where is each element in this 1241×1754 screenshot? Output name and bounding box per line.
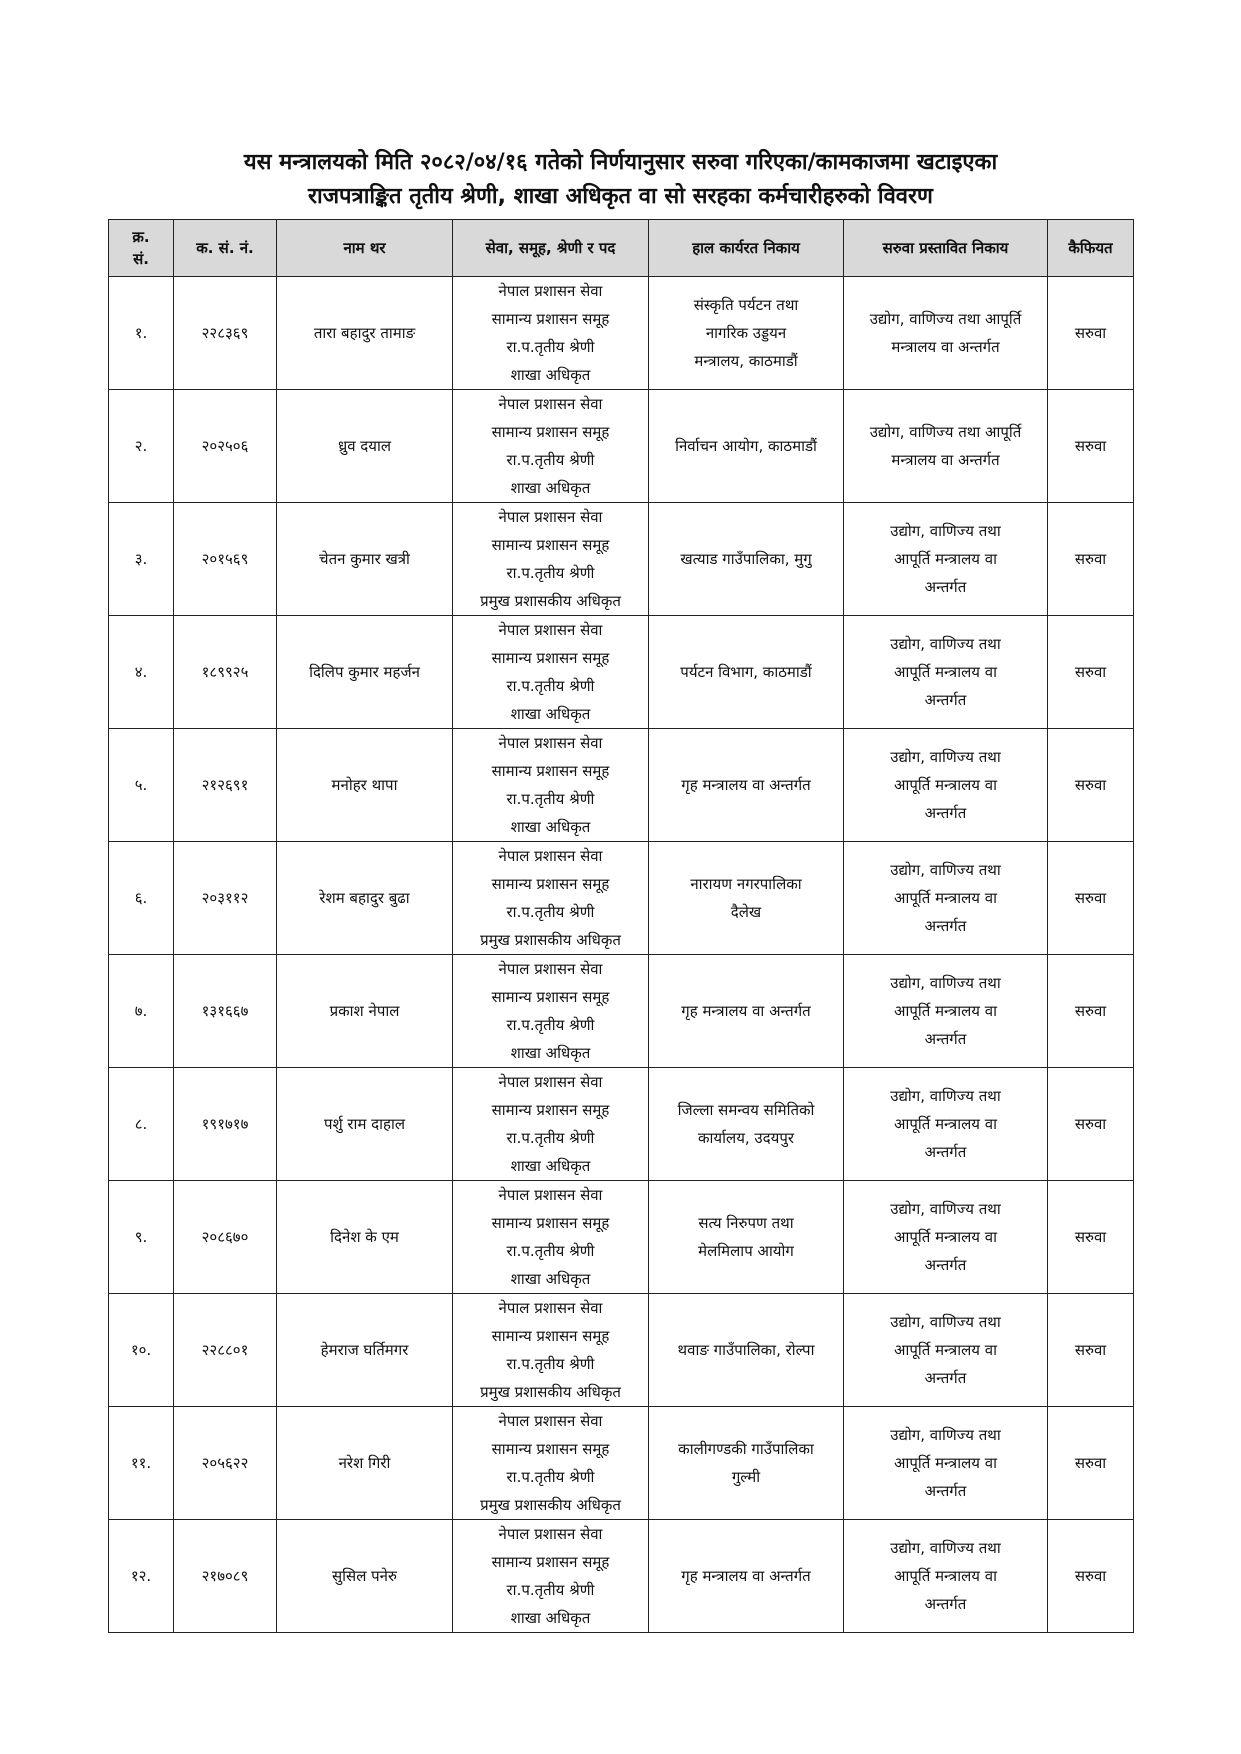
service-details-line: नेपाल प्रशासन सेवा <box>498 508 603 526</box>
employee-code: १३१६६७ <box>174 955 277 1068</box>
proposed-office <box>844 1294 1048 1407</box>
service-details-line: सामान्य प्रशासन समूह <box>491 875 610 893</box>
serial-number: ११. <box>109 1407 174 1520</box>
proposed-office-line: आपूर्ति मन्त्रालय वा <box>894 1002 997 1020</box>
proposed-office-line: अन्तर्गत <box>924 1143 967 1161</box>
proposed-office-line: अन्तर्गत <box>924 1595 967 1613</box>
current-office-line: कार्यालय, उदयपुर <box>698 1129 794 1147</box>
remarks: सरुवा <box>1048 616 1134 729</box>
service-details-line: शाखा अधिकृत <box>510 1157 591 1175</box>
current-office-line: संस्कृति पर्यटन तथा <box>693 296 799 314</box>
employee-name: मनोहर थापा <box>277 729 453 842</box>
proposed-office-line: उद्योग, वाणिज्य तथा <box>890 1426 1001 1444</box>
proposed-office-line: मन्त्रालय वा अन्तर्गत <box>891 338 1000 356</box>
proposed-office-line: आपूर्ति मन्त्रालय वा <box>894 776 997 794</box>
current-office-line: गृह मन्त्रालय वा अन्तर्गत <box>681 1002 811 1020</box>
service-details-line: नेपाल प्रशासन सेवा <box>498 282 603 300</box>
proposed-office-line: आपूर्ति मन्त्रालय वा <box>894 663 997 681</box>
employee-code: २०५६२२ <box>174 1407 277 1520</box>
current-office <box>649 390 844 503</box>
document-title-line-2: राजपत्राङ्कित तृतीय श्रेणी, शाखा अधिकृत वा सो सरहका कर्मचारीहरुको विवरण <box>308 184 933 209</box>
current-office <box>649 1068 844 1181</box>
proposed-office-line: उद्योग, वाणिज्य तथा <box>890 1087 1001 1105</box>
service-details <box>453 277 649 390</box>
proposed-office-line: आपूर्ति मन्त्रालय वा <box>894 889 997 907</box>
remarks: सरुवा <box>1048 503 1134 616</box>
service-details-line: नेपाल प्रशासन सेवा <box>498 960 603 978</box>
employee-code: २०८६७० <box>174 1181 277 1294</box>
remarks: सरुवा <box>1048 842 1134 955</box>
proposed-office-line: उद्योग, वाणिज्य तथा <box>890 1200 1001 1218</box>
proposed-office-line: उद्योग, वाणिज्य तथा आपूर्ति <box>869 423 1022 441</box>
current-office <box>649 842 844 955</box>
remarks: सरुवा <box>1048 955 1134 1068</box>
proposed-office-line: उद्योग, वाणिज्य तथा आपूर्ति <box>869 310 1022 328</box>
employee-code: २१७०८९ <box>174 1520 277 1633</box>
employee-name: चेतन कुमार खत्री <box>277 503 453 616</box>
remarks: सरुवा <box>1048 729 1134 842</box>
document-title-line-1: यस मन्त्रालयको मिति २०८२/०४/१६ गतेको निर्णयानुसार सरुवा गरिएका/कामकाजमा खटाइएका <box>243 150 998 175</box>
proposed-office <box>844 1068 1048 1181</box>
service-details-line: सामान्य प्रशासन समूह <box>491 988 610 1006</box>
current-office <box>649 616 844 729</box>
proposed-office-line: आपूर्ति मन्त्रालय वा <box>894 1454 997 1472</box>
current-office-line: मेलमिलाप आयोग <box>698 1242 794 1260</box>
employee-name: प्रकाश नेपाल <box>277 955 453 1068</box>
service-details <box>453 1068 649 1181</box>
proposed-office-line: अन्तर्गत <box>924 1256 967 1274</box>
table-row <box>109 616 1134 729</box>
service-details-line: शाखा अधिकृत <box>510 1609 591 1627</box>
proposed-office <box>844 955 1048 1068</box>
service-details-line: नेपाल प्रशासन सेवा <box>498 1073 603 1091</box>
header-service: सेवा, समूह, श्रेणी र पद <box>453 220 649 277</box>
current-office <box>649 1294 844 1407</box>
serial-number: ८. <box>109 1068 174 1181</box>
header-remarks: कैफियत <box>1048 220 1134 277</box>
current-office <box>649 277 844 390</box>
service-details-line: प्रमुख प्रशासकीय अधिकृत <box>480 592 621 610</box>
service-details-line: रा.प.तृतीय श्रेणी <box>506 790 595 808</box>
table-row <box>109 1181 1134 1294</box>
proposed-office-line: उद्योग, वाणिज्य तथा <box>890 522 1001 540</box>
proposed-office-line: अन्तर्गत <box>924 1030 967 1048</box>
proposed-office-line: अन्तर्गत <box>924 804 967 822</box>
current-office-line: गृह मन्त्रालय वा अन्तर्गत <box>681 776 811 794</box>
service-details-line: नेपाल प्रशासन सेवा <box>498 1299 603 1317</box>
proposed-office <box>844 1407 1048 1520</box>
employee-name: दिलिप कुमार महर्जन <box>277 616 453 729</box>
serial-number: २. <box>109 390 174 503</box>
serial-number: १२. <box>109 1520 174 1633</box>
table-row <box>109 1068 1134 1181</box>
proposed-office-line: उद्योग, वाणिज्य तथा <box>890 635 1001 653</box>
current-office <box>649 1181 844 1294</box>
current-office <box>649 729 844 842</box>
service-details-line: शाखा अधिकृत <box>510 1270 591 1288</box>
table-row <box>109 390 1134 503</box>
proposed-office-line: मन्त्रालय वा अन्तर्गत <box>891 451 1000 469</box>
service-details <box>453 390 649 503</box>
current-office <box>649 503 844 616</box>
service-details-line: रा.प.तृतीय श्रेणी <box>506 451 595 469</box>
service-details-line: नेपाल प्रशासन सेवा <box>498 734 603 752</box>
service-details <box>453 1294 649 1407</box>
service-details-line: रा.प.तृतीय श्रेणी <box>506 1242 595 1260</box>
proposed-office-line: आपूर्ति मन्त्रालय वा <box>894 550 997 568</box>
employee-code: २०३११२ <box>174 842 277 955</box>
service-details-line: सामान्य प्रशासन समूह <box>491 1440 610 1458</box>
proposed-office-line: आपूर्ति मन्त्रालय वा <box>894 1115 997 1133</box>
service-details-line: रा.प.तृतीय श्रेणी <box>506 564 595 582</box>
table-row <box>109 1520 1134 1633</box>
service-details-line: शाखा अधिकृत <box>510 1044 591 1062</box>
service-details-line: प्रमुख प्रशासकीय अधिकृत <box>480 1383 621 1401</box>
proposed-office-line: उद्योग, वाणिज्य तथा <box>890 861 1001 879</box>
proposed-office-line: आपूर्ति मन्त्रालय वा <box>894 1341 997 1359</box>
service-details <box>453 955 649 1068</box>
service-details-line: रा.प.तृतीय श्रेणी <box>506 1016 595 1034</box>
employee-name: दिनेश के एम <box>277 1181 453 1294</box>
table-row <box>109 729 1134 842</box>
proposed-office <box>844 390 1048 503</box>
proposed-office-line: उद्योग, वाणिज्य तथा <box>890 974 1001 992</box>
current-office-line: सत्य निरुपण तथा <box>698 1214 794 1232</box>
proposed-office <box>844 616 1048 729</box>
service-details-line: रा.प.तृतीय श्रेणी <box>506 1581 595 1599</box>
current-office-line: नागरिक उड्डयन <box>705 324 787 342</box>
service-details-line: रा.प.तृतीय श्रेणी <box>506 1468 595 1486</box>
serial-number: ६. <box>109 842 174 955</box>
current-office-line: गृह मन्त्रालय वा अन्तर्गत <box>681 1567 811 1585</box>
header-current-office: हाल कार्यरत निकाय <box>649 220 844 277</box>
employee-name: ध्रुव दयाल <box>277 390 453 503</box>
proposed-office <box>844 503 1048 616</box>
service-details-line: नेपाल प्रशासन सेवा <box>498 1525 603 1543</box>
service-details <box>453 1181 649 1294</box>
service-details-line: रा.प.तृतीय श्रेणी <box>506 677 595 695</box>
service-details-line: सामान्य प्रशासन समूह <box>491 1553 610 1571</box>
header-serial-number: क्र. सं. <box>109 220 174 277</box>
proposed-office-line: अन्तर्गत <box>924 1369 967 1387</box>
service-details <box>453 503 649 616</box>
proposed-office <box>844 1181 1048 1294</box>
current-office <box>649 955 844 1068</box>
service-details-line: सामान्य प्रशासन समूह <box>491 1327 610 1345</box>
header-name: नाम थर <box>277 220 453 277</box>
service-details-line: सामान्य प्रशासन समूह <box>491 310 610 328</box>
remarks: सरुवा <box>1048 390 1134 503</box>
proposed-office <box>844 729 1048 842</box>
table-row <box>109 503 1134 616</box>
current-office-line: दैलेख <box>730 903 762 921</box>
serial-number: १. <box>109 277 174 390</box>
table-header-row <box>109 220 1134 277</box>
service-details-line: सामान्य प्रशासन समूह <box>491 1101 610 1119</box>
employee-name: रेशम बहादुर बुढा <box>277 842 453 955</box>
serial-number: ४. <box>109 616 174 729</box>
employee-name: पर्शु राम दाहाल <box>277 1068 453 1181</box>
service-details-line: नेपाल प्रशासन सेवा <box>498 1412 603 1430</box>
employee-code: १९१७१७ <box>174 1068 277 1181</box>
service-details-line: नेपाल प्रशासन सेवा <box>498 621 603 639</box>
header-proposed-office: सरुवा प्रस्तावित निकाय <box>844 220 1048 277</box>
table-row <box>109 277 1134 390</box>
table-row <box>109 955 1134 1068</box>
employee-code: २२८३६९ <box>174 277 277 390</box>
remarks: सरुवा <box>1048 1068 1134 1181</box>
current-office-line: गुल्मी <box>731 1468 761 1486</box>
employee-name: तारा बहादुर तामाङ <box>277 277 453 390</box>
service-details <box>453 729 649 842</box>
proposed-office-line: अन्तर्गत <box>924 1482 967 1500</box>
table-row <box>109 842 1134 955</box>
proposed-office-line: उद्योग, वाणिज्य तथा <box>890 1539 1001 1557</box>
service-details <box>453 1407 649 1520</box>
proposed-office-line: आपूर्ति मन्त्रालय वा <box>894 1228 997 1246</box>
proposed-office <box>844 1520 1048 1633</box>
proposed-office <box>844 842 1048 955</box>
service-details-line: सामान्य प्रशासन समूह <box>491 1214 610 1232</box>
proposed-office-line: अन्तर्गत <box>924 691 967 709</box>
current-office-line: नारायण नगरपालिका <box>690 875 802 893</box>
service-details-line: प्रमुख प्रशासकीय अधिकृत <box>480 931 621 949</box>
serial-number: ७. <box>109 955 174 1068</box>
serial-number: ९. <box>109 1181 174 1294</box>
service-details-line: रा.प.तृतीय श्रेणी <box>506 338 595 356</box>
employee-code: २०१५६९ <box>174 503 277 616</box>
transfer-table <box>108 219 1134 1633</box>
current-office <box>649 1520 844 1633</box>
service-details-line: रा.प.तृतीय श्रेणी <box>506 903 595 921</box>
service-details-line: नेपाल प्रशासन सेवा <box>498 847 603 865</box>
service-details <box>453 1520 649 1633</box>
current-office-line: खत्याड गाउँपालिका, मुगु <box>680 550 812 568</box>
service-details-line: रा.प.तृतीय श्रेणी <box>506 1129 595 1147</box>
service-details-line: सामान्य प्रशासन समूह <box>491 762 610 780</box>
employee-name: नरेश गिरी <box>277 1407 453 1520</box>
remarks: सरुवा <box>1048 1294 1134 1407</box>
employee-code: १८९९२५ <box>174 616 277 729</box>
service-details-line: नेपाल प्रशासन सेवा <box>498 395 603 413</box>
current-office-line: पर्यटन विभाग, काठमाडौं <box>680 663 812 681</box>
current-office-line: कालीगण्डकी गाउँपालिका <box>678 1440 814 1458</box>
remarks: सरुवा <box>1048 1520 1134 1633</box>
remarks: सरुवा <box>1048 277 1134 390</box>
employee-code: २०२५०६ <box>174 390 277 503</box>
current-office-line: मन्त्रालय, काठमाडौं <box>694 352 798 370</box>
employee-code: २१२६९१ <box>174 729 277 842</box>
employee-code: २२८८०१ <box>174 1294 277 1407</box>
proposed-office-line: उद्योग, वाणिज्य तथा <box>890 748 1001 766</box>
service-details-line: सामान्य प्रशासन समूह <box>491 423 610 441</box>
table-row <box>109 1407 1134 1520</box>
current-office-line: जिल्ला समन्वय समितिको <box>677 1101 815 1119</box>
service-details <box>453 842 649 955</box>
service-details-line: प्रमुख प्रशासकीय अधिकृत <box>480 1496 621 1514</box>
proposed-office-line: उद्योग, वाणिज्य तथा <box>890 1313 1001 1331</box>
serial-number: ३. <box>109 503 174 616</box>
table-row <box>109 1294 1134 1407</box>
current-office <box>649 1407 844 1520</box>
proposed-office-line: अन्तर्गत <box>924 578 967 596</box>
serial-number: ५. <box>109 729 174 842</box>
remarks: सरुवा <box>1048 1181 1134 1294</box>
employee-name: सुसिल पनेरु <box>277 1520 453 1633</box>
remarks: सरुवा <box>1048 1407 1134 1520</box>
header-employee-code: क. सं. नं. <box>174 220 277 277</box>
proposed-office-line: आपूर्ति मन्त्रालय वा <box>894 1567 997 1585</box>
service-details-line: रा.प.तृतीय श्रेणी <box>506 1355 595 1373</box>
serial-number: १०. <box>109 1294 174 1407</box>
service-details-line: शाखा अधिकृत <box>510 818 591 836</box>
service-details-line: नेपाल प्रशासन सेवा <box>498 1186 603 1204</box>
service-details-line: शाखा अधिकृत <box>510 479 591 497</box>
service-details-line: शाखा अधिकृत <box>510 366 591 384</box>
proposed-office-line: अन्तर्गत <box>924 917 967 935</box>
service-details <box>453 616 649 729</box>
proposed-office <box>844 277 1048 390</box>
service-details-line: सामान्य प्रशासन समूह <box>491 649 610 667</box>
service-details-line: सामान्य प्रशासन समूह <box>491 536 610 554</box>
employee-name: हेमराज घर्तिमगर <box>277 1294 453 1407</box>
service-details-line: शाखा अधिकृत <box>510 705 591 723</box>
current-office-line: थवाङ गाउँपालिका, रोल्पा <box>677 1341 815 1359</box>
current-office-line: निर्वाचन आयोग, काठमाडौं <box>675 437 817 455</box>
